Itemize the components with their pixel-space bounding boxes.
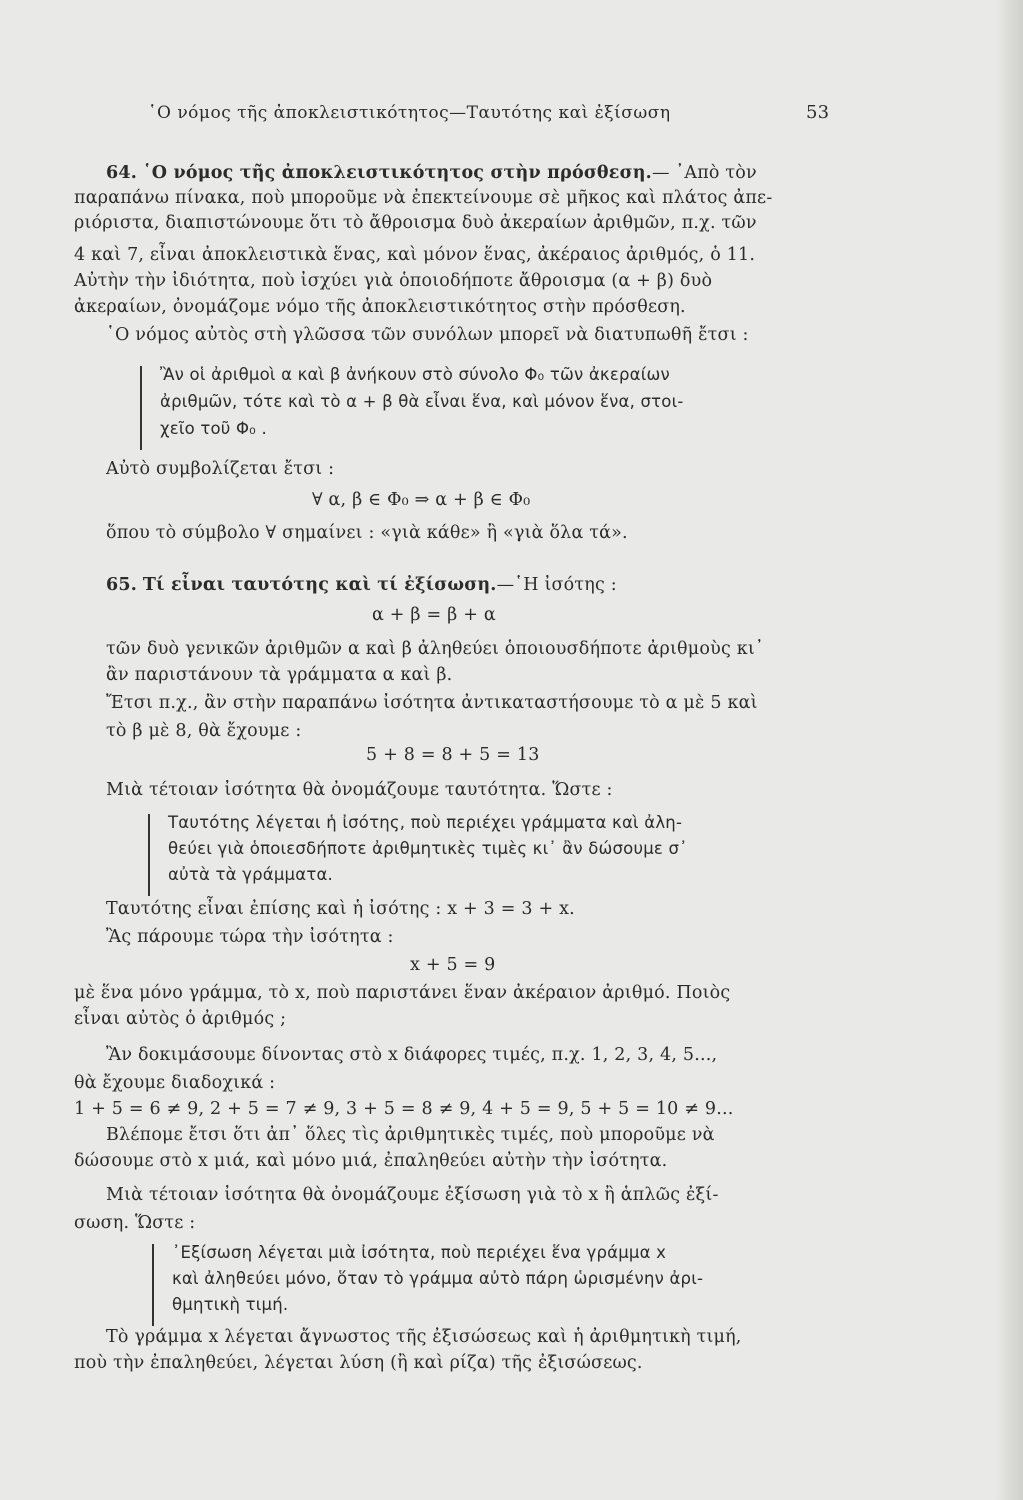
- quantifier-formula: ∀ α, β ∈ Φ₀ ⇒ α + β ∈ Φ₀: [312, 490, 531, 510]
- para10-line1: Τὸ γράμμα x λέγεται ἄγνωστος τῆς ἐξισώσεως καὶ ἡ ἀριθμητικὴ τιμή,: [106, 1327, 742, 1347]
- para1-line1: τῶν δυὸ γενικῶν ἀριθμῶν α καὶ β ἀληθεύει ὁποιουσδήποτε ἀριθμοὺς κι᾿: [106, 639, 764, 659]
- para1-line2: ἂν παριστάνουν τὰ γράμματα α καὶ β.: [106, 665, 453, 685]
- identity-definition-bar: [148, 814, 150, 896]
- section-64-title: ῾Ο νόμος τῆς ἀποκλειστικότητος στὴν πρόσθεση.: [142, 163, 652, 183]
- section-65-title: Τί εἶναι ταυτότης καὶ τί ἐξίσωση.: [142, 575, 497, 595]
- section-64-number: 64.: [106, 163, 138, 183]
- para5: Ἂς πάρουμε τώρα τὴν ἰσότητα :: [106, 927, 394, 947]
- trial-substitutions: 1 + 5 = 6 ≠ 9, 2 + 5 = 7 ≠ 9, 3 + 5 = 8 ≠ 9, 4 + 5 = 9, 5 + 5 = 10 ≠ 9...: [74, 1099, 734, 1119]
- section-65-title-rest: —῾Η ἰσότης :: [496, 575, 617, 595]
- para8-line1: Βλέπομε ἔτσι ὅτι ἀπ᾿ ὅλες τὶς ἀριθμητικὲς τιμές, ποὺ μποροῦμε νὰ: [106, 1125, 715, 1145]
- section-65-number: 65.: [106, 575, 138, 595]
- section-64-heading-line: [106, 162, 757, 184]
- symbol-intro: Αὐτὸ συμβολίζεται ἔτσι :: [106, 459, 335, 479]
- para9-line2: σωση. Ὥστε :: [74, 1213, 196, 1233]
- running-title: ῾Ο νόμος τῆς ἀποκλειστικότητος—Ταυτότης καὶ ἐξίσωση: [148, 103, 671, 123]
- equation-x-plus-5: x + 5 = 9: [410, 955, 496, 975]
- page-number: 53: [806, 102, 830, 123]
- definition-box-line1: Ἂν οἱ ἀριθμοὶ α καὶ β ἀνήκουν στὸ σύνολο Φ₀ τῶν ἀκεραίων: [160, 365, 670, 384]
- identity-definition-line2: θεύει γιὰ ὁποιεσδήποτε ἀριθμητικὲς τιμὲς κι᾿ ἂν δώσουμε σ᾿: [168, 839, 688, 858]
- definition-box-bar: [140, 366, 142, 450]
- equation-definition-line3: θμητικὴ τιμή.: [172, 1295, 289, 1314]
- para9-line1: Μιὰ τέτοιαν ἰσότητα θὰ ὀνομάζουμε ἐξίσωση γιὰ τὸ x ἢ ἁπλῶς ἐξί-: [106, 1185, 719, 1205]
- identity-definition-line1: Ταυτότης λέγεται ἡ ἰσότης, ποὺ περιέχει γράμματα καὶ ἀλη-: [168, 813, 683, 832]
- para4: Ταυτότης εἶναι ἐπίσης καὶ ἡ ἰσότης : x + 3 = 3 + x.: [106, 899, 575, 919]
- formula-note: ὅπου τὸ σύμβολο ∀ σημαίνει : «γιὰ κάθε» ἢ «γιὰ ὅλα τά».: [106, 523, 628, 543]
- para7-line1: Ἂν δοκιμάσουμε δίνοντας στὸ x διάφορες τιμές, π.χ. 1, 2, 3, 4, 5...,: [106, 1045, 718, 1065]
- para7-line2: θὰ ἔχουμε διαδοχικά :: [74, 1073, 276, 1093]
- para10-line2: ποὺ τὴν ἐπαληθεύει, λέγεται λύση (ἢ καὶ ρίζα) τῆς ἐξισώσεως.: [74, 1353, 643, 1373]
- definition-box-line3: χεῖο τοῦ Φ₀ .: [160, 419, 267, 438]
- section-64-line4: 4 καὶ 7, εἶναι ἀποκλειστικὰ ἕνας, καὶ μόνον ἕνας, ἀκέραιος ἀριθμός, ὁ 11.: [74, 245, 756, 265]
- section-65-heading-line: [106, 574, 617, 596]
- para6-line1: μὲ ἕνα μόνο γράμμα, τὸ x, ποὺ παριστάνει ἕναν ἀκέραιον ἀριθμό. Ποιὸς: [74, 983, 731, 1003]
- section-64-line3: ριόριστα, διαπιστώνουμε ὅτι τὸ ἄθροισμα δυὸ ἀκεραίων ἀριθμῶν, π.χ. τῶν: [74, 213, 757, 233]
- section-64-line2: παραπάνω πίνακα, ποὺ μποροῦμε νὰ ἐπεκτείνουμε σὲ μῆκος καὶ πλάτος ἀπε-: [74, 188, 773, 208]
- definition-box-line2: ἀριθμῶν, τότε καὶ τὸ α + β θὰ εἶναι ἕνα, καὶ μόνον ἕνα, στοι-: [160, 392, 684, 411]
- para8-line2: δώσουμε στὸ x μιά, καὶ μόνο μιά, ἐπαληθεύει αὐτὴν τὴν ἰσότητα.: [74, 1151, 668, 1171]
- para6-line2: εἶναι αὐτὸς ὁ ἀριθμός ;: [74, 1009, 287, 1029]
- equation-numeric-example: 5 + 8 = 8 + 5 = 13: [366, 745, 540, 765]
- section-64-line7: ῾Ο νόμος αὐτὸς στὴ γλῶσσα τῶν συνόλων μπορεῖ νὰ διατυπωθῆ ἔτσι :: [106, 325, 749, 345]
- section-64-line5: Αὐτὴν τὴν ἰδιότητα, ποὺ ἰσχύει γιὰ ὁποιοδήποτε ἄθροισμα (α + β) δυὸ: [74, 271, 713, 291]
- equation-commutative: α + β = β + α: [372, 605, 496, 625]
- equation-definition-line2: καὶ ἀληθεύει μόνο, ὅταν τὸ γράμμα αὐτὸ πάρη ὡρισμένην ἀρι-: [172, 1269, 704, 1288]
- identity-definition-line3: αὐτὰ τὰ γράμματα.: [168, 865, 333, 884]
- section-64-line6: ἀκεραίων, ὀνομάζομε νόμο τῆς ἀποκλειστικότητος στὴν πρόσθεση.: [74, 297, 686, 317]
- equation-definition-bar: [152, 1244, 154, 1326]
- equation-definition-line1: ᾿Εξίσωση λέγεται μιὰ ἰσότητα, ποὺ περιέχει ἕνα γράμμα x: [172, 1243, 667, 1262]
- para3: Μιὰ τέτοιαν ἰσότητα θὰ ὀνομάζουμε ταυτότητα. Ὥστε :: [106, 780, 613, 800]
- section-64-line1-rest: — ᾿Απὸ τὸν: [651, 163, 757, 183]
- para2-line2: τὸ β μὲ 8, θὰ ἔχουμε :: [106, 721, 302, 741]
- para2-line1: Ἔτσι π.χ., ἂν στὴν παραπάνω ἰσότητα ἀντικαταστήσουμε τὸ α μὲ 5 καὶ: [106, 693, 758, 713]
